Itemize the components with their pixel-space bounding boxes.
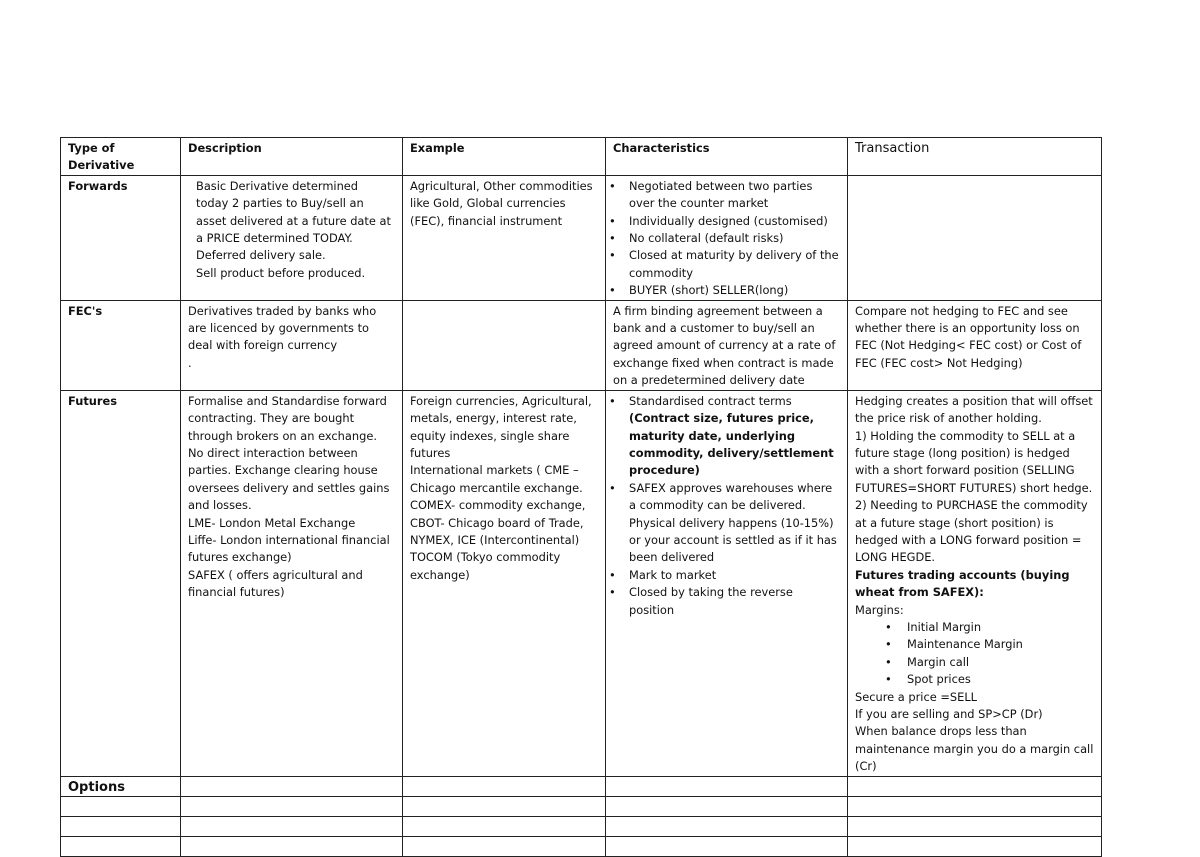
header-example: Example xyxy=(403,138,606,176)
futures-trans-point2: 2) Needing to PURCHASE the commodity at a future stage (short position) is hedged with a LONG forward position = LONG HEGDE. xyxy=(855,498,1088,565)
futures-trans-point1: 1) Holding the commodity to SELL at a future stage (long position) is hedged with a short forward position (SELLING FUTURES=SHORT FUTURES) short hedge. xyxy=(855,428,1093,495)
forwards-desc-line: asset delivered at a future date at xyxy=(196,213,391,228)
futures-example-line: International markets ( CME – Chicago mercantile exchange. xyxy=(410,463,583,495)
list-item: • No collateral (default risks) xyxy=(609,230,840,247)
fecs-characteristics: A firm binding agreement between a bank and a customer to buy/sell an agreed amount of currency at a rate of exchange fixed when contract is made on a predetermined delivery date xyxy=(606,300,848,390)
empty-cell xyxy=(61,817,181,837)
list-item: • Initial Margin xyxy=(855,619,1094,636)
forwards-description xyxy=(181,175,403,300)
forwards-desc-line: a PRICE determined TODAY. xyxy=(196,231,353,246)
row-label-options: Options xyxy=(61,776,181,796)
row-forwards xyxy=(61,175,1102,300)
futures-desc-line: Liffe- London international financial futures exchange) xyxy=(188,532,390,565)
empty-cell xyxy=(403,797,606,817)
forwards-characteristics-list xyxy=(609,178,840,300)
forwards-desc-line: Deferred delivery sale. xyxy=(196,248,326,263)
empty-cell xyxy=(181,837,403,857)
forwards-desc-line: Sell product before produced. xyxy=(196,265,366,280)
forwards-transaction xyxy=(848,175,1102,300)
empty-cell xyxy=(181,797,403,817)
futures-example-line: Foreign currencies, Agricultural, metals, energy, interest rate, equity indexes, single share futures xyxy=(410,393,592,460)
fecs-desc-text: Derivatives traded by banks who are licenced by governments to deal with foreign currency xyxy=(188,303,377,353)
futures-accounts-title: Futures trading accounts (buying wheat from SAFEX): xyxy=(855,567,1070,600)
list-item: • Closed by taking the reverse position xyxy=(609,584,840,619)
futures-desc-line: SAFEX ( offers agricultural and financial futures) xyxy=(188,567,363,600)
row-label-fecs: FEC's xyxy=(61,300,181,390)
list-item xyxy=(609,393,840,480)
header-transaction: Transaction xyxy=(848,138,1102,176)
futures-trans-intro: Hedging creates a position that will offset the price risk of another holding. xyxy=(855,393,1093,426)
list-item: • SAFEX approves warehouses where a commodity can be delivered. Physical delivery happens (10-15%) or your account is settled as if it has been delivered xyxy=(609,480,840,567)
empty-cell xyxy=(606,797,848,817)
futures-char-bold: (Contract size, futures price, maturity date, underlying commodity, delivery/settlement procedure) xyxy=(629,411,834,478)
futures-desc-line: Formalise and Standardise forward contracting. They are bought through brokers on an exchange. xyxy=(188,393,387,443)
list-item: • Individually designed (customised) xyxy=(609,213,840,230)
empty-cell xyxy=(61,797,181,817)
empty-cell xyxy=(403,776,606,796)
list-item: • Maintenance Margin xyxy=(855,636,1094,653)
futures-example-line: CBOT- Chicago board of Trade, xyxy=(410,515,584,530)
futures-example xyxy=(403,390,606,776)
table-row xyxy=(61,817,1102,837)
empty-cell xyxy=(606,817,848,837)
futures-char-text: • Standardised contract terms xyxy=(629,393,792,408)
header-row xyxy=(61,138,1102,176)
fecs-desc-extra: . xyxy=(188,355,192,370)
list-item: • BUYER (short) SELLER(long) xyxy=(609,282,840,299)
futures-balance: When balance drops less than maintenance margin you do a margin call (Cr) xyxy=(855,724,1094,774)
row-label-futures: Futures xyxy=(61,390,181,776)
empty-cell xyxy=(848,776,1102,796)
empty-cell xyxy=(403,817,606,837)
fecs-description xyxy=(181,300,403,390)
empty-cell xyxy=(606,837,848,857)
empty-cell xyxy=(848,817,1102,837)
list-item: • Closed at maturity by delivery of the commodity xyxy=(609,247,840,282)
futures-desc-line: No direct interaction between parties. Exchange clearing house oversees delivery and settles gains and losses. xyxy=(188,445,390,513)
empty-cell xyxy=(848,797,1102,817)
row-fecs xyxy=(61,300,1102,390)
header-description: Description xyxy=(181,138,403,176)
derivatives-table xyxy=(60,137,1102,857)
row-options xyxy=(61,776,1102,796)
empty-cell xyxy=(181,817,403,837)
futures-example-line: TOCOM (Tokyo commodity exchange) xyxy=(410,550,561,582)
futures-transaction xyxy=(848,390,1102,776)
futures-margins-list xyxy=(855,619,1094,689)
futures-example-line: NYMEX, ICE (Intercontinental) xyxy=(410,532,580,547)
futures-selling: If you are selling and SP>CP (Dr) xyxy=(855,707,1043,721)
futures-characteristics xyxy=(606,390,848,776)
fecs-example xyxy=(403,300,606,390)
empty-cell xyxy=(848,837,1102,857)
forwards-characteristics xyxy=(606,175,848,300)
forwards-desc-line: Basic Derivative determined xyxy=(196,178,359,193)
table-row xyxy=(61,837,1102,857)
header-characteristics: Characteristics xyxy=(606,138,848,176)
fecs-transaction: Compare not hedging to FEC and see whether there is an opportunity loss on FEC (Not Hedging< FEC cost) or Cost of FEC (FEC cost> Not Hedging) xyxy=(848,300,1102,390)
list-item: • Negotiated between two parties over the counter market xyxy=(609,178,840,213)
futures-desc-line: LME- London Metal Exchange xyxy=(188,515,356,530)
forwards-desc-line: today 2 parties to Buy/sell an xyxy=(196,196,364,211)
futures-secure: Secure a price =SELL xyxy=(855,689,978,704)
empty-cell xyxy=(61,837,181,857)
empty-cell xyxy=(606,776,848,796)
empty-cell xyxy=(181,776,403,796)
list-item: • Margin call xyxy=(855,654,1094,671)
futures-description xyxy=(181,390,403,776)
row-label-forwards: Forwards xyxy=(61,175,181,300)
header-type: Type of Derivative xyxy=(61,138,181,176)
list-item: • Mark to market xyxy=(609,567,840,584)
table-row xyxy=(61,797,1102,817)
row-futures xyxy=(61,390,1102,776)
forwards-example: Agricultural, Other commodities like Gold, Global currencies (FEC), financial instrument xyxy=(403,175,606,300)
empty-cell xyxy=(403,837,606,857)
futures-example-line: COMEX- commodity exchange, xyxy=(410,498,586,513)
futures-margins-label: Margins: xyxy=(855,602,904,617)
list-item: • Spot prices xyxy=(855,671,1094,688)
futures-characteristics-list xyxy=(609,393,840,619)
